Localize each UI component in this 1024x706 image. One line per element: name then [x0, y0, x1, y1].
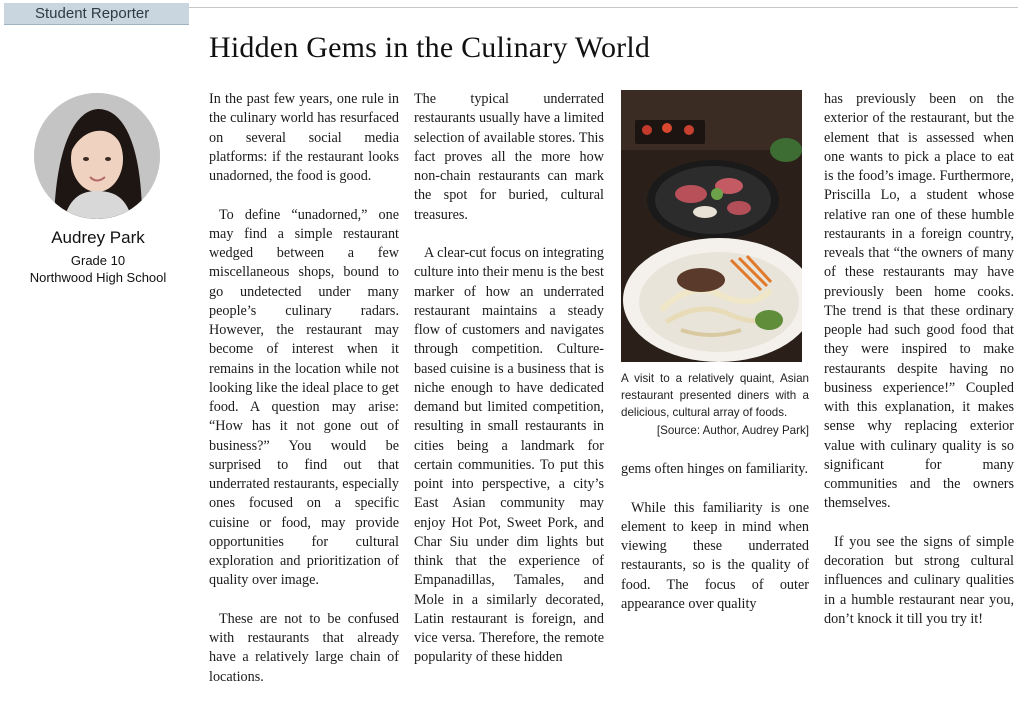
- paragraph: A clear-cut focus on integrating culture into their menu is the best marker of how an underrated restaurant maintains a steady flow of customers and navigates through competition. Culture-based cuisine is a business that is niche enough to have dedicated demand but limited competition, resulting in small restaurants in cities being a landmark for certain communities. To put this point into perspective, a city’s East Asian community may enjoy Hot Pot, Sweet Pork, and Char Siu under dim lights but think that the experience of Empanadillas, Tamales, and Mole in a similarly decorated, Latin restaurant is foreign, and vice versa. Therefore, the remote popularity of these hidden: [414, 245, 604, 666]
- food-photo: [621, 90, 802, 362]
- article-column-1: [209, 90, 399, 706]
- author-grade: Grade 10: [70, 253, 126, 268]
- paragraph: If you see the signs of simple decoration but strong cultural influences and culinary qualities in a humble restaurant near you, don’t knock it till you try it!: [824, 533, 1014, 627]
- paragraph: gems often hinges on familiarity.: [621, 461, 809, 477]
- paragraph: To define “unadorned,” one may find a simple restaurant wedged between a few miscellaneous shops, bound to go undetected under many people’s culinary radars. However, the restaurant may become of interest when it remains in the location while not looking like the ideal place to get food. A question may arise: “How has it not gone out of business?” You would be surprised to find out that underrated restaurants, especially ones focused on a specific cuisine or food, may provide opportunities for cultural exploration and prioritization of quality over image.: [209, 206, 399, 589]
- author-photo: [34, 93, 160, 219]
- paragraph: The typical underrated restaurants usually have a limited selection of available stores. This fact proves all the more how non-chain restaurants can mark the spot for buried, cultural treasures.: [414, 91, 604, 223]
- section-tab: [4, 3, 189, 25]
- paragraph: While this familiarity is one element to keep in mind when viewing these underrated restaurants, so is the quality of food. The focus of outer appearance over quality: [621, 499, 809, 612]
- top-rule: [189, 7, 1018, 8]
- paragraph: In the past few years, one rule in the culinary world has resurfaced on several social media platforms: if the restaurant looks unadorned, the food is good.: [209, 91, 399, 184]
- article-column-4: [824, 90, 1014, 648]
- section-tab-label: Student Reporter: [35, 5, 150, 22]
- author-school: Northwood High School: [29, 270, 167, 285]
- article-column-2: [414, 90, 604, 687]
- author-name: Audrey Park: [51, 228, 145, 247]
- paragraph: These are not to be confused with restaurants that already have a relatively large chain of locations.: [209, 610, 399, 685]
- headline: Hidden Gems in the Culinary World: [209, 31, 651, 64]
- photo-caption: [621, 370, 809, 439]
- caption-source: [Source: Author, Audrey Park]: [656, 424, 809, 437]
- caption-text: A visit to a relatively quaint, Asian restaurant presented diners with a delicious, cultural array of foods.: [621, 372, 809, 419]
- article-column-3: [621, 460, 809, 633]
- paragraph: has previously been on the exterior of the restaurant, but the element that is assessed when one wants to pick a place to eat is the food’s image. Furthermore, Priscilla Lo, a student whose relative ran one of these humble restaurants in a foreign country, reveals that “the owners of many of these restaurants may have previously been home cooks. The trend is that these ordinary people had such good food that they were inspired to make restaurants despite having no business experience!” Coupled with this explanation, it makes sense why replacing exterior value with culinary quality is so significant for many communities and the owners themselves.: [824, 91, 1014, 512]
